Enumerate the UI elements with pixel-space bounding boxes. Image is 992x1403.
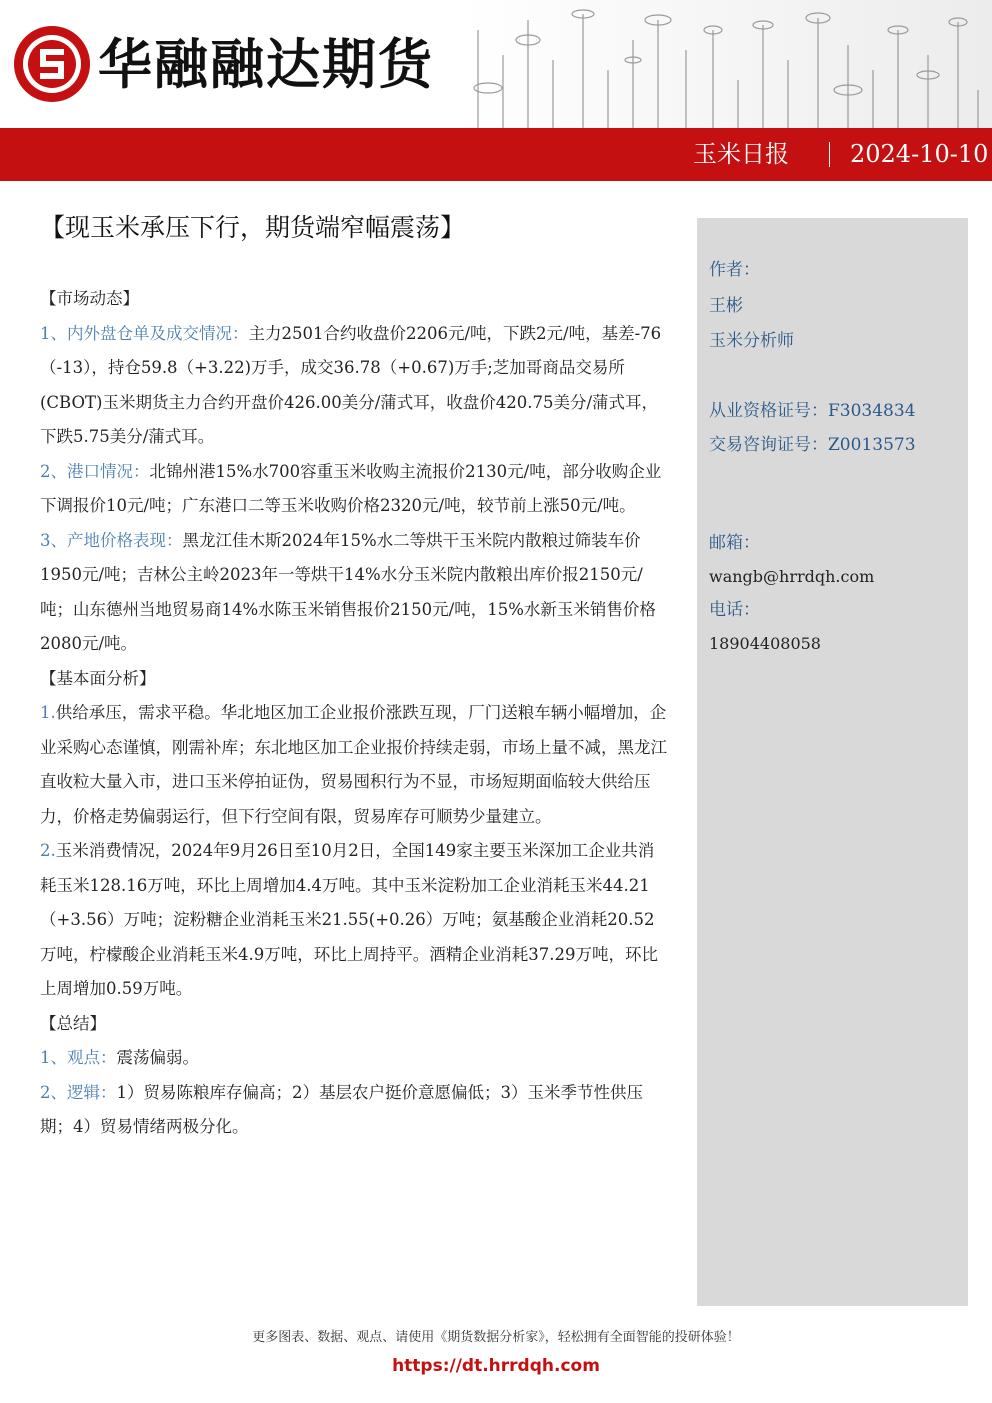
item-text: 1）贸易陈粮库存偏高；2）基层农户挺价意愿偏低；3）玉米季节性供压期；4）贸易情绪两极分化。 <box>40 1082 643 1136</box>
report-type: 玉米日报 <box>693 140 789 168</box>
item-text: 黑龙江佳木斯2024年15%水二等烘干玉米院内散粮过筛装车价1950元/吨；吉林公主岭2023年一等烘干14%水分玉米院内散粮出库价报2150元/吨；山东德州当地贸易商14%水陈玉米销售报价2150元/吨，15%水新玉米销售价格2080元/吨。 <box>40 530 656 653</box>
market-item-3 <box>40 524 670 662</box>
report-title: 【现玉米承压下行，期货端窄幅震荡】 <box>40 213 466 242</box>
author-label: 作者： <box>709 260 760 280</box>
item-lead: 1. <box>40 703 56 722</box>
footer-note: 更多图表、数据、观点、请使用《期货数据分析家》，轻松拥有全面智能的投研体验！ <box>252 1330 740 1345</box>
item-text: 震荡偏弱。 <box>116 1048 199 1067</box>
author-name: 王彬 <box>709 296 743 316</box>
page-header <box>0 0 992 128</box>
header-decoration <box>458 0 992 128</box>
item-lead: 2、港口情况： <box>40 461 150 481</box>
section-heading-fundamental: 【基本面分析】 <box>40 668 156 688</box>
item-text: 北锦州港15%水700容重玉米收购主流报价2130元/吨，部分收购企业下调报价10元/吨；广东港口二等玉米收购价格2320元/吨，较节前上涨50元/吨。 <box>40 461 662 515</box>
section-heading-market: 【市场动态】 <box>40 289 139 308</box>
company-logo-icon <box>12 24 92 104</box>
item-lead: 1、内外盘仓单及成交情况： <box>40 323 249 343</box>
section-heading-summary: 【总结】 <box>40 1013 106 1033</box>
report-body <box>40 282 670 1145</box>
summary-item-2 <box>40 1076 670 1145</box>
item-text: 玉米消费情况，2024年9月26日至10月2日，全国149家主要玉米深加工企业共消耗玉米128.16万吨，环比上周增加4.4万吨。其中玉米淀粉加工企业消耗玉米44.21（+3.56）万吨；淀粉糖企业消耗玉米21.55(+0.26）万吨；氨基酸企业消耗20.52万吨，柠檬酸企业消耗玉米4.9万吨，环比上周持平。酒精企业消耗37.29万吨，环比上周增加0.59万吨。 <box>40 841 658 998</box>
author-role: 玉米分析师 <box>709 331 794 351</box>
email-value[interactable]: wangb@hrrdqh.com <box>709 567 875 586</box>
footer-link[interactable]: https://dt.hrrdqh.com <box>392 1356 600 1376</box>
market-item-2 <box>40 455 670 524</box>
report-banner <box>0 128 992 181</box>
company-name: 华融融达期货 <box>98 33 434 96</box>
email-label: 邮箱： <box>709 533 760 553</box>
item-lead: 3、产地价格表现： <box>40 530 183 550</box>
qualification-cert: 从业资格证号：F3034834 <box>709 401 916 421</box>
fundamental-item-2 <box>40 834 670 1007</box>
item-text: 主力2501合约收盘价2206元/吨，下跌2元/吨，基差-76（-13），持仓59.8（+3.22)万手，成交36.78（+0.67)万手;芝加哥商品交易所(CBOT)玉米期货主力合约开盘价426.00美分/蒲式耳，收盘价420.75美分/蒲式耳，下跌5.75美分/蒲式耳。 <box>40 323 662 446</box>
consulting-cert: 交易咨询证号：Z0013573 <box>709 435 916 455</box>
market-item-1 <box>40 317 670 455</box>
phone-label: 电话： <box>709 600 760 620</box>
phone-value: 18904408058 <box>709 634 821 653</box>
item-lead: 2. <box>40 841 56 860</box>
report-date: 2024-10-10 <box>850 140 989 168</box>
fundamental-item-1 <box>40 696 670 834</box>
item-lead: 2、逻辑： <box>40 1082 117 1102</box>
summary-item-1 <box>40 1041 670 1076</box>
item-text: 供给承压，需求平稳。华北地区加工企业报价涨跌互现，厂门送粮车辆小幅增加，企业采购心态谨慎，刚需补库；东北地区加工企业报价持续走弱，市场上量不减，黑龙江直收粒大量入市，进口玉米停拍证伪，贸易囤积行为不显，市场短期面临较大供给压力，价格走势偏弱运行，但下行空间有限，贸易库存可顺势少量建立。 <box>40 703 667 826</box>
item-lead: 1、观点： <box>40 1048 117 1067</box>
banner-divider <box>829 142 830 167</box>
author-sidebar <box>697 218 968 1306</box>
